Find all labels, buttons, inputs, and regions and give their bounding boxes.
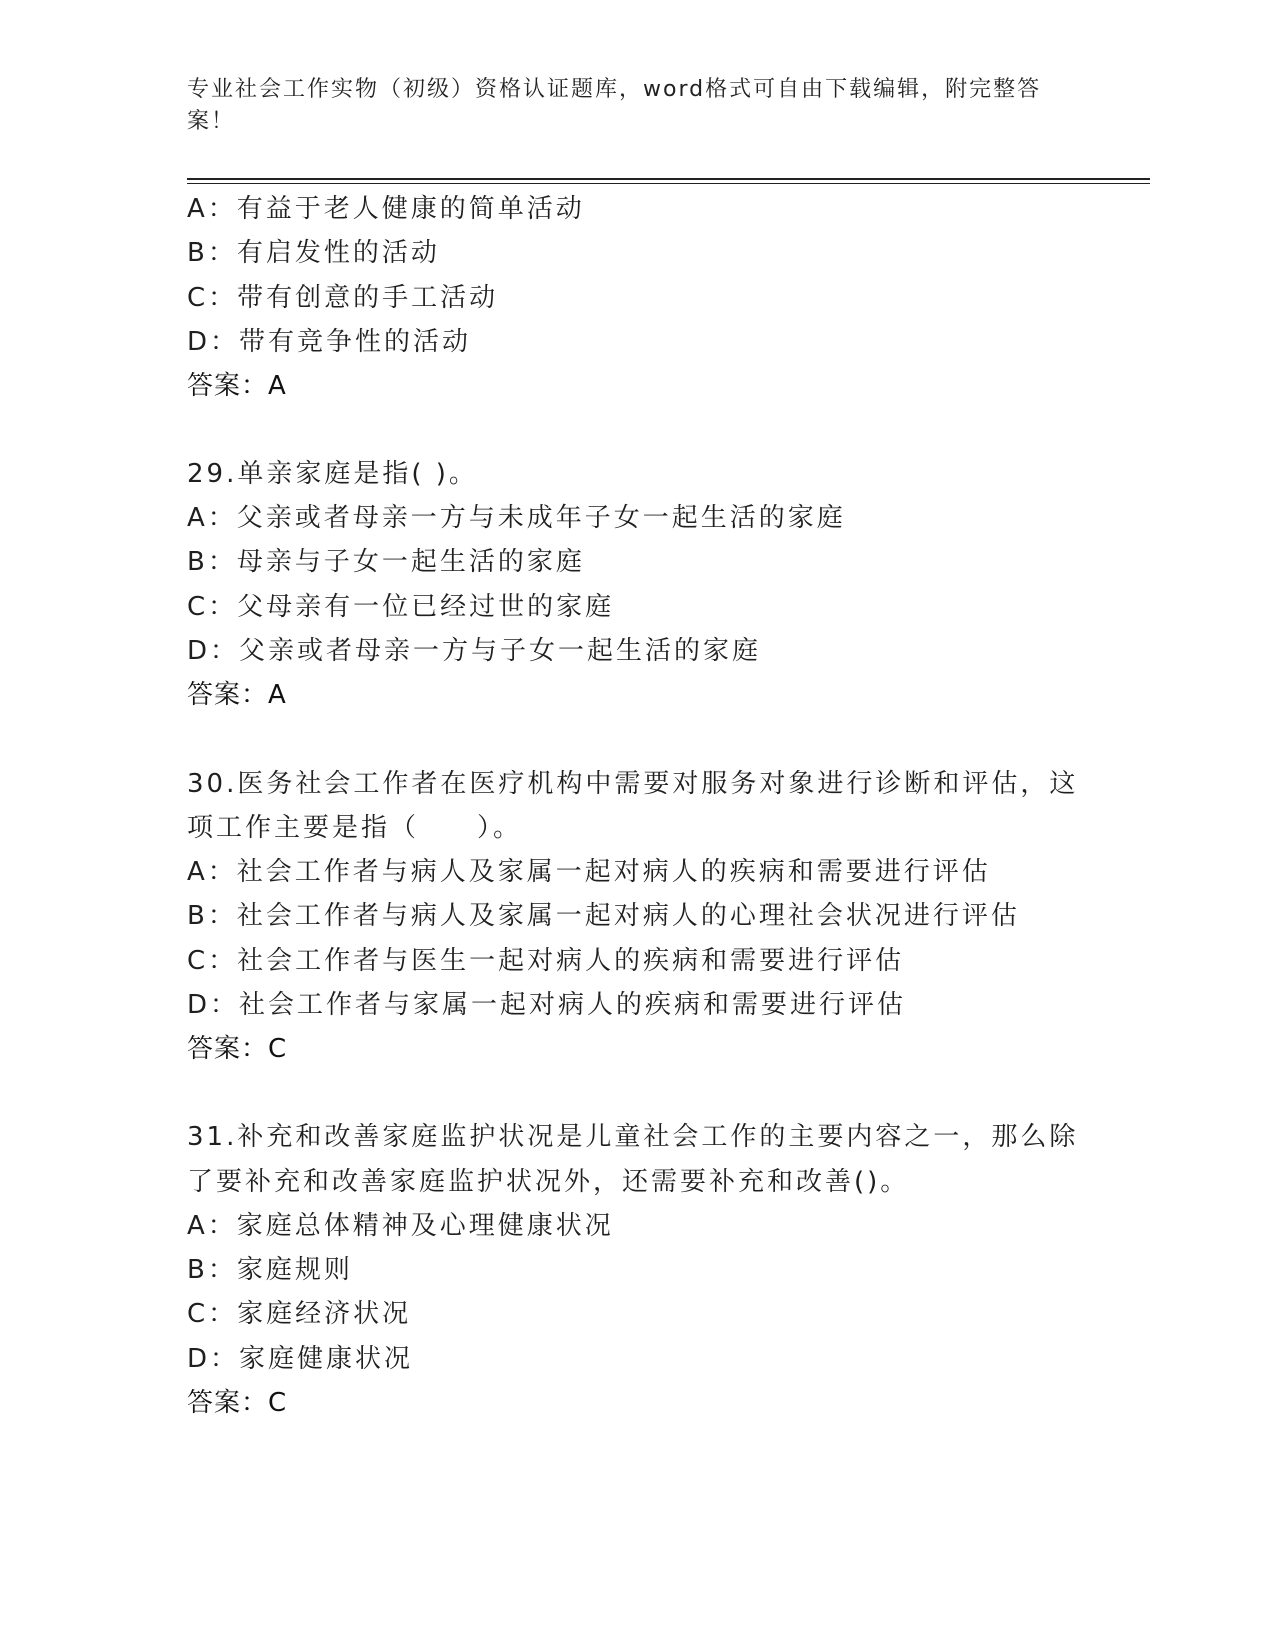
q28-option-a: A：有益于老人健康的简单活动 (187, 194, 585, 224)
q29-option-a: A：父亲或者母亲一方与未成年子女一起生活的家庭 (187, 503, 846, 533)
header-line-1: 专业社会工作实物（初级）资格认证题库，word格式可自由下载编辑，附完整答 (187, 77, 1042, 102)
page-header (187, 74, 1067, 138)
q31-answer: 答案：C (187, 1388, 288, 1418)
header-rule-thin (187, 183, 1150, 184)
q29-option-d: D：父亲或者母亲一方与子女一起生活的家庭 (187, 636, 762, 666)
q31-option-d: D：家庭健康状况 (187, 1344, 414, 1374)
q31-option-a: A：家庭总体精神及心理健康状况 (187, 1211, 614, 1241)
q28-answer: 答案：A (187, 371, 287, 401)
q29-answer: 答案：A (187, 680, 287, 710)
q30-question-line-2: 项工作主要是指（ ）。 (187, 813, 523, 843)
q31-option-c: C：家庭经济状况 (187, 1299, 412, 1329)
q28-option-c: C：带有创意的手工活动 (187, 283, 499, 313)
q31-question-line-2: 了要补充和改善家庭监护状况外，还需要补充和改善()。 (187, 1167, 910, 1197)
q29-question: 29.单亲家庭是指( )。 (187, 459, 478, 489)
q29-option-b: B：母亲与子女一起生活的家庭 (187, 547, 585, 577)
q30-option-c: C：社会工作者与医生一起对病人的疾病和需要进行评估 (187, 946, 905, 976)
q30-option-b: B：社会工作者与病人及家属一起对病人的心理社会状况进行评估 (187, 901, 1020, 931)
q31-option-b: B：家庭规则 (187, 1255, 353, 1285)
q28-option-b: B：有启发性的活动 (187, 238, 440, 268)
q28-option-d: D：带有竞争性的活动 (187, 327, 472, 357)
header-rule-thick (187, 178, 1150, 180)
q29-option-c: C：父母亲有一位已经过世的家庭 (187, 592, 615, 622)
q30-option-d: D：社会工作者与家属一起对病人的疾病和需要进行评估 (187, 990, 907, 1020)
q30-question-line-1: 30.医务社会工作者在医疗机构中需要对服务对象进行诊断和评估，这 (187, 769, 1079, 799)
q30-option-a: A：社会工作者与病人及家属一起对病人的疾病和需要进行评估 (187, 857, 991, 887)
q30-answer: 答案：C (187, 1034, 288, 1064)
header-line-2: 案！ (187, 109, 236, 134)
q31-question-line-1: 31.补充和改善家庭监护状况是儿童社会工作的主要内容之一，那么除 (187, 1122, 1079, 1152)
